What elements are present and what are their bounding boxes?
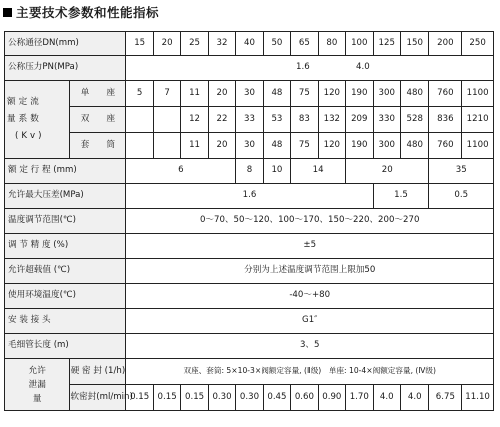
- pn-label: 公称压力PN(MPa): [5, 56, 126, 81]
- kv-cell: 120: [318, 81, 345, 107]
- kv-cell: 75: [291, 133, 318, 159]
- soft-seal-cell: 1.70: [346, 385, 373, 411]
- dn-cell: 32: [208, 32, 235, 56]
- hard-seal-label: 硬 密 封 (1/h): [70, 359, 126, 385]
- accuracy-value: ±5: [126, 234, 494, 259]
- kv-cell: 1100: [462, 133, 494, 159]
- kv-cell: 53: [263, 107, 290, 133]
- kv-cell: 48: [263, 133, 290, 159]
- hard-seal-value: 双座、套筒: 5×10-3×阀额定容量, (Ⅱ级) 单座: 10-4×阀额定容量, (Ⅳ级): [126, 359, 494, 385]
- table-row: [5, 284, 494, 309]
- kv-cell: 480: [400, 81, 429, 107]
- table-row: [5, 81, 494, 107]
- table-row: [5, 309, 494, 334]
- kv-cell: 5: [126, 81, 153, 107]
- square-bullet-icon: [3, 8, 12, 17]
- kv-cell: 22: [208, 107, 235, 133]
- dn-cell: 25: [181, 32, 208, 56]
- dn-label: 公称通径DN(mm): [5, 32, 126, 56]
- dn-cell: 100: [346, 32, 373, 56]
- kv-cell: 75: [291, 81, 318, 107]
- kv-cell: 300: [373, 81, 400, 107]
- dn-cell: 15: [126, 32, 153, 56]
- kv-cell: 190: [346, 133, 373, 159]
- kv-cell: 480: [400, 133, 429, 159]
- table-row: [5, 56, 494, 81]
- kv-row-label: 套 筒: [70, 133, 126, 159]
- pn-value-b: 4.0: [356, 62, 370, 73]
- soft-seal-cell: 0.15: [181, 385, 208, 411]
- kv-cell: 11: [181, 81, 208, 107]
- overtemp-label: 允许超载值 (℃): [5, 259, 126, 284]
- dn-cell: 65: [291, 32, 318, 56]
- soft-seal-cell: 0.60: [291, 385, 318, 411]
- kv-cell: 20: [208, 81, 235, 107]
- soft-seal-cell: 0.45: [263, 385, 290, 411]
- kv-cell: 12: [181, 107, 208, 133]
- dn-cell: 20: [153, 32, 180, 56]
- kv-cell: 760: [429, 133, 462, 159]
- kv-cell: 33: [236, 107, 263, 133]
- leakage-label: 允许 泄漏 量: [5, 359, 70, 411]
- kv-cell: 330: [373, 107, 400, 133]
- table-row: [5, 334, 494, 359]
- stroke-cell: 6: [126, 159, 236, 184]
- soft-seal-cell: 0.90: [318, 385, 345, 411]
- dn-cell: 40: [236, 32, 263, 56]
- kv-cell: [153, 107, 180, 133]
- env-temp-label: 使用环境温度(℃): [5, 284, 126, 309]
- kv-cell: 20: [208, 133, 235, 159]
- pn-value-a: 1.6: [296, 62, 310, 73]
- dn-cell: 125: [373, 32, 400, 56]
- kv-row-label: 双 座: [70, 107, 126, 133]
- stroke-label: 额 定 行 程 (mm): [5, 159, 126, 184]
- env-temp-value: -40～+80: [126, 284, 494, 309]
- soft-seal-cell: 0.15: [126, 385, 153, 411]
- soft-seal-cell: 0.30: [208, 385, 235, 411]
- table-row: [5, 259, 494, 284]
- max-dp-label: 允许最大压差(MPa): [5, 184, 126, 209]
- kv-cell: 48: [263, 81, 290, 107]
- accuracy-label: 调 节 精 度 (%): [5, 234, 126, 259]
- table-row: [5, 234, 494, 259]
- temp-range-label: 温度调节范围(℃): [5, 209, 126, 234]
- temp-range-value: 0～70、50～120、100～170、150～220、200～270: [126, 209, 494, 234]
- dn-cell: 150: [400, 32, 429, 56]
- kv-cell: 1100: [462, 81, 494, 107]
- kv-label: 额定流 量系数 (Kv): [5, 81, 70, 159]
- soft-seal-cell: 0.30: [236, 385, 263, 411]
- spec-table: [4, 31, 494, 411]
- kv-cell: 30: [236, 81, 263, 107]
- kv-row-label: 单 座: [70, 81, 126, 107]
- stroke-cell: 20: [346, 159, 429, 184]
- soft-seal-cell: 11.10: [462, 385, 494, 411]
- kv-cell: 760: [429, 81, 462, 107]
- kv-cell: [126, 107, 153, 133]
- stroke-cell: 14: [291, 159, 346, 184]
- table-row: [5, 32, 494, 56]
- kv-cell: [126, 133, 153, 159]
- kv-cell: 30: [236, 133, 263, 159]
- table-row: [5, 209, 494, 234]
- kv-cell: 132: [318, 107, 345, 133]
- table-row: [5, 107, 494, 133]
- kv-cell: 209: [346, 107, 373, 133]
- soft-seal-cell: 6.75: [429, 385, 462, 411]
- kv-cell: 83: [291, 107, 318, 133]
- kv-cell: 120: [318, 133, 345, 159]
- table-row: [5, 159, 494, 184]
- kv-cell: 190: [346, 81, 373, 107]
- overtemp-value: 分别为上述温度调节范围上限加50: [126, 259, 494, 284]
- kv-cell: 836: [429, 107, 462, 133]
- dn-cell: 200: [429, 32, 462, 56]
- table-row: [5, 359, 494, 385]
- capillary-label: 毛细管长度 (m): [5, 334, 126, 359]
- kv-cell: 1210: [462, 107, 494, 133]
- table-row: [5, 133, 494, 159]
- kv-cell: [153, 133, 180, 159]
- dn-cell: 250: [462, 32, 494, 56]
- kv-cell: 11: [181, 133, 208, 159]
- dn-cell: 50: [263, 32, 290, 56]
- table-row: [5, 385, 494, 411]
- stroke-cell: 35: [429, 159, 494, 184]
- max-dp-cell: 1.6: [126, 184, 373, 209]
- max-dp-cell: 0.5: [429, 184, 494, 209]
- kv-cell: 528: [400, 107, 429, 133]
- section-title: 主要技术参数和性能指标: [3, 2, 159, 24]
- max-dp-cell: 1.5: [373, 184, 429, 209]
- stroke-cell: 8: [236, 159, 263, 184]
- capillary-value: 3、5: [126, 334, 494, 359]
- fitting-value: G1″: [126, 309, 494, 334]
- pn-value: [126, 56, 494, 81]
- soft-seal-label: 软密封(ml/min): [70, 385, 126, 411]
- table-row: [5, 184, 494, 209]
- fitting-label: 安 装 接 头: [5, 309, 126, 334]
- dn-cell: 80: [318, 32, 345, 56]
- soft-seal-cell: 0.15: [153, 385, 180, 411]
- stroke-cell: 10: [263, 159, 290, 184]
- kv-cell: 7: [153, 81, 180, 107]
- soft-seal-cell: 4.0: [400, 385, 429, 411]
- soft-seal-cell: 4.0: [373, 385, 400, 411]
- kv-cell: 300: [373, 133, 400, 159]
